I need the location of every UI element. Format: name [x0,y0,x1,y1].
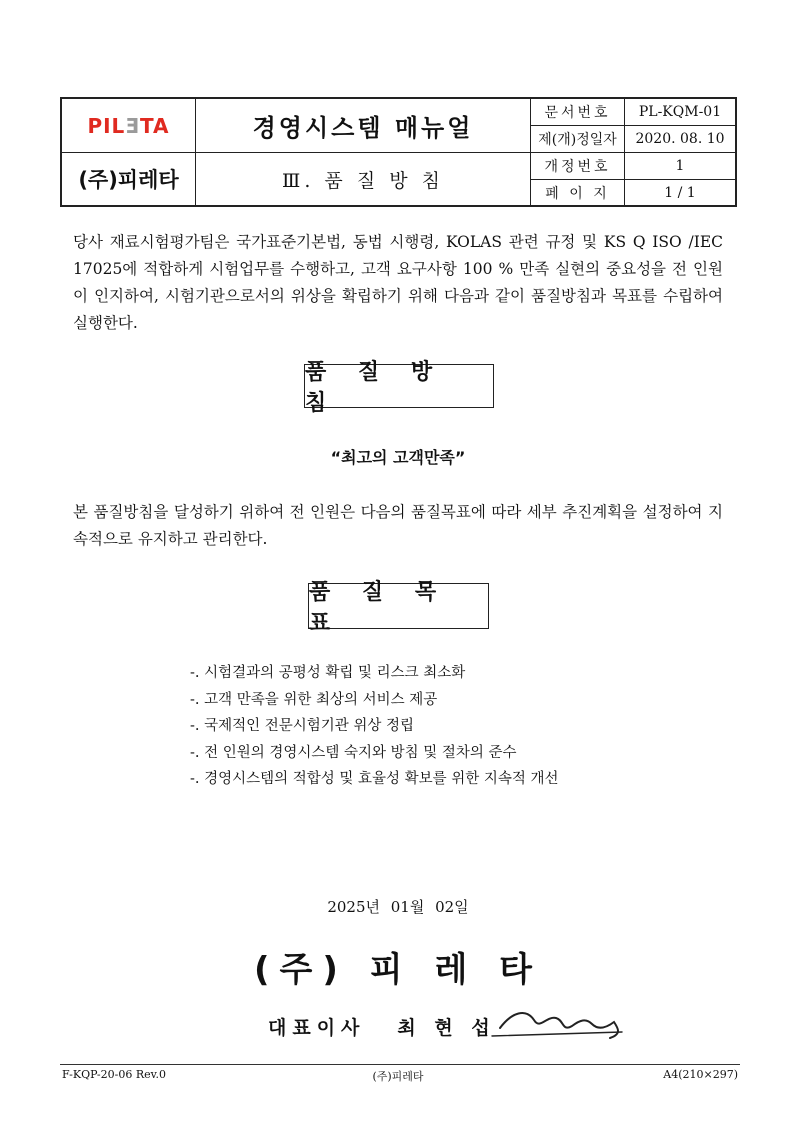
manual-title: 경영시스템 매뉴얼 [196,99,531,153]
goal-item: -. 고객 만족을 위한 최상의 서비스 제공 [190,691,438,708]
company-name: (주)피레타 [62,153,196,205]
handwritten-signature [482,998,632,1046]
footer-form-number: F-KQP-20-06 Rev.0 [62,1068,167,1081]
footer-company: (주)피레타 [372,1070,424,1083]
document-header-table [60,97,737,207]
section-title: Ⅲ. 품 질 방 침 [196,153,531,205]
quality-slogan: “최고의 고객만족” [330,448,466,467]
quality-policy-heading: 품 질 방 침 [304,364,494,408]
footer-divider [60,1064,740,1065]
signing-company: (주) 피 레 타 [254,950,542,990]
middle-paragraph: 본 품질방침을 달성하기 위하여 전 인원은 다음의 품질목표에 따라 세부 추진계획을 설정하여 지속적으로 유지하고 관리한다. [73,503,723,548]
doc-number-value: PL-KQM-01 [625,99,735,126]
page-value: 1 / 1 [664,184,696,201]
ceo-line [268,1013,496,1040]
footer-paper-size: A4(210×297) [663,1068,738,1081]
ceo-title: 대표이사 [268,1017,366,1039]
revision-number-value: 1 [625,153,735,180]
quality-goals-list [190,660,559,793]
goal-item: -. 경영시스템의 적합성 및 효율성 확보를 위한 지속적 개선 [190,771,559,787]
quality-goals-heading: 품 질 목 표 [308,583,489,629]
goal-item: -. 국제적인 전문시험기관 위상 정립 [190,718,415,734]
ceo-name: 최 현 섭 [397,1017,496,1039]
revision-date-value: 2020. 08. 10 [625,126,735,153]
doc-number-label: 문서번호 [531,99,625,126]
goal-item: -. 전 인원의 경영시스템 숙지와 방침 및 절차의 준수 [190,744,517,761]
issue-date: 2025년 01월 02일 [327,898,469,916]
goal-item: -. 시험결과의 공평성 확립 및 리스크 최소화 [190,665,466,681]
company-logo: PILƎTA [87,113,170,138]
revision-date-label: 제(개)정일자 [531,126,625,153]
intro-paragraph: 당사 재료시험평가팀은 국가표준기본법, 동법 시행령, KOLAS 관련 규정 및 KS Q ISO /IEC 17025에 적합하게 시험업무를 수행하고, 고객 요구사항 100 % 만족 실현의 중요성을 전 인원이 인지하여, 시험기관으로서의 위상을 확립하기 위해 다음과 같이 품질방침과 목표를 수립하여 실행한다. [73,233,723,332]
logo-cell [62,99,196,153]
revision-number-label: 개정번호 [531,153,625,180]
page-label: 페 이 지 [531,180,625,205]
